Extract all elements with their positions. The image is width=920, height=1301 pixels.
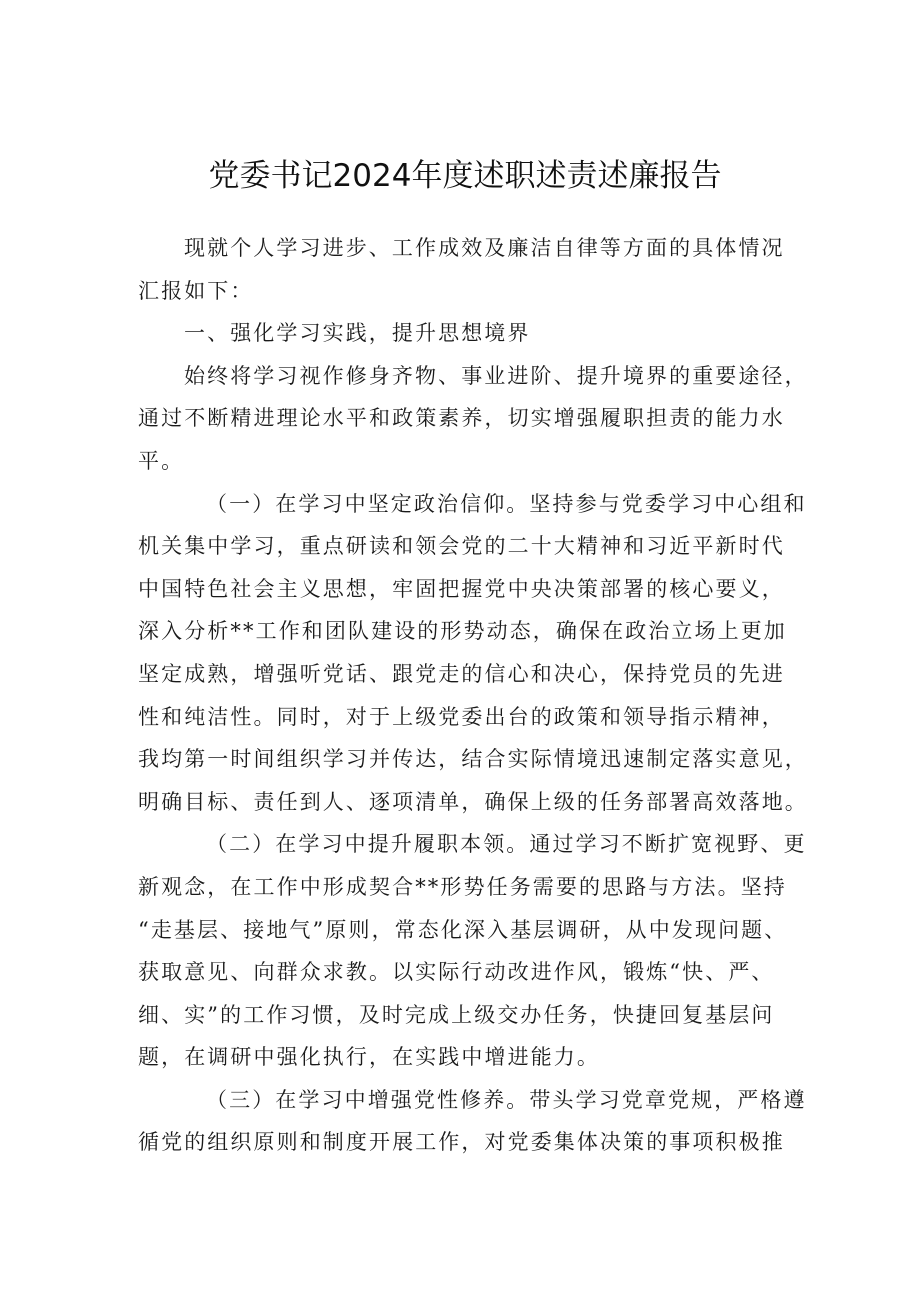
paragraph-line: 中国特色社会主义思想，牢固把握党中央决策部署的核心要义， — [138, 576, 785, 601]
paragraph-line: 平。 — [138, 448, 185, 473]
paragraph-line: 细、实”的工作习惯，及时完成上级交办任务，快捷回复基层问 — [138, 1002, 775, 1027]
subsection-line: （三）在学习中增强党性修养。带头学习党章党规，严格遵 — [206, 1087, 807, 1112]
document-body — [138, 227, 808, 1164]
paragraph-line: 我均第一时间组织学习并传达，结合实际情境迅速制定落实意见， — [138, 747, 808, 772]
paragraph-line: 汇报如下： — [138, 278, 254, 303]
paragraph-line: 循党的组织原则和制度开展工作，对党委集体决策的事项积极推 — [138, 1130, 785, 1155]
subsection-line: （一）在学习中坚定政治信仰。坚持参与党委学习中心组和 — [206, 491, 807, 516]
paragraph-line: 获取意见、向群众求教。以实际行动改进作风，锻炼“快、严、 — [138, 960, 775, 985]
paragraph-line: “走基层、接地气”原则，常态化深入基层调研，从中发现问题、 — [138, 917, 788, 942]
paragraph-line: 性和纯洁性。同时，对于上级党委出台的政策和领导指示精神， — [138, 704, 785, 729]
paragraph-line: 题，在调研中强化执行，在实践中增进能力。 — [138, 1045, 600, 1070]
paragraph-line: 始终将学习视作修身齐物、事业进阶、提升境界的重要途径， — [184, 363, 808, 388]
paragraph-line: 深入分析**工作和团队建设的形势动态，确保在政治立场上更加 — [138, 619, 787, 644]
paragraph-line: 明确目标、责任到人、逐项清单，确保上级的任务部署高效落地。 — [138, 789, 808, 814]
paragraph-line: 现就个人学习进步、工作成效及廉洁自律等方面的具体情况 — [184, 236, 785, 260]
paragraph-line: 通过不断精进理论水平和政策素养，切实增强履职担责的能力水 — [138, 406, 785, 431]
section-heading: 一、强化学习实践，提升思想境界 — [184, 321, 531, 346]
document-title: 党委书记2024年度述职述责述廉报告 — [208, 158, 722, 194]
paragraph-line: 新观念，在工作中形成契合**形势任务需要的思路与方法。坚持 — [138, 874, 787, 899]
subsection-line: （二）在学习中提升履职本领。通过学习不断扩宽视野、更 — [206, 832, 807, 857]
paragraph-line: 机关集中学习，重点研读和领会党的二十大精神和习近平新时代 — [138, 534, 785, 559]
paragraph-line: 坚定成熟，增强听党话、跟党走的信心和决心，保持党员的先进 — [138, 661, 785, 686]
